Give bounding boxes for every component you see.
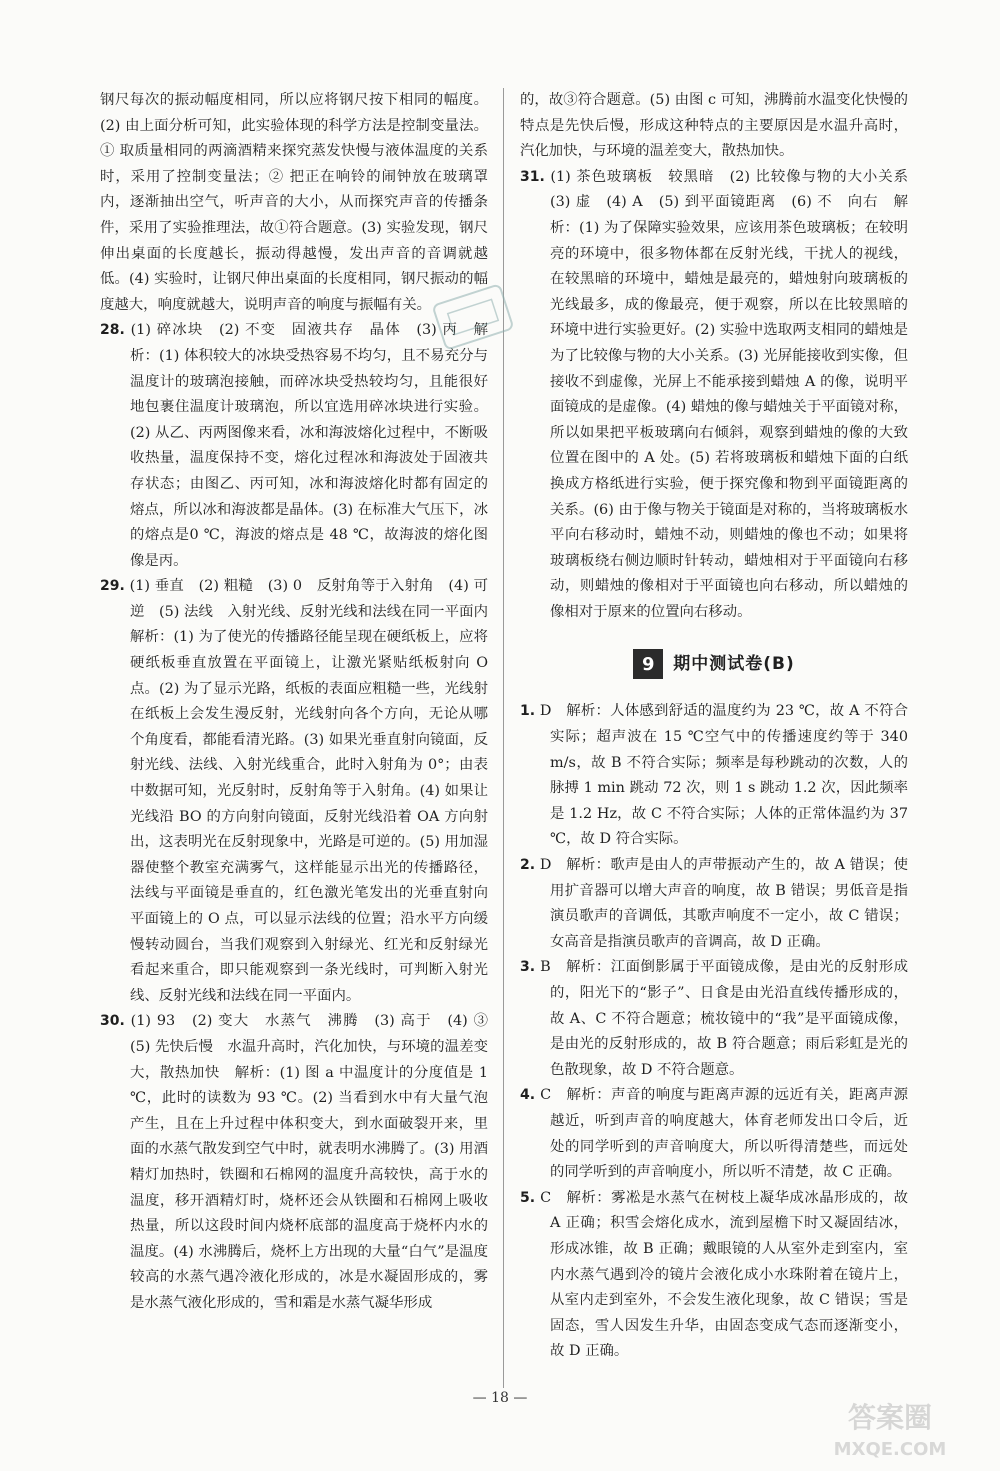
answer-item-1 [520,699,908,853]
answer-item-3 [520,955,908,1083]
continued-answer-27: 钢尺每次的振动幅度相同，所以应将钢尺按下相同的幅度。(2) 由上面分析可知，此实验体现的科学方法是控制变量法。① 取质量相同的两滴酒精来探究蒸发快慢与液体温度的关系时，采用了控制变量法；② 把正在响铃的闹钟放在玻璃罩内，逐渐抽出空气，听声音的大小，从而探究声音的传播条件，采用了实验推理法，故①符合题意。(3) 实验发现，钢尺伸出桌面的长度越长，振动得越慢，发出声音的音调就越低。(4) 实验时，让钢尺伸出桌面的长度相同，钢尺振动的幅度越大，响度就越大，说明声音的响度与振幅有关。 [100,92,488,313]
answer-item-31 [520,165,923,626]
logo-text: 答案圈 [847,1401,933,1434]
left-column [100,88,503,1317]
continued-answer-30: 的，故③符合题意。(5) 由图 c 可知，沸腾前水温变化快慢的特点是先快后慢，形成这种特点的主要原因是水温升高时，汽化加快，与环境的温差变大，散热加快。 [520,92,908,160]
section-header [520,647,908,681]
right-column [520,88,923,1365]
section-title: 期中测试卷(B) [673,653,795,674]
item-number: 4. [520,1087,536,1104]
item-text: (1) 茶色玻璃板 较黑暗 (2) 比较像与物的大小关系 (3) 虚 (4) A (5) 到平面镜距离 (6) 不 向右 解析：(1) 为了保障实验效果，应该用茶色玻璃板；在较明亮的环境中，很多物体都在反射光线，干扰人的视线，在较黑暗的环境中，蜡烛是最亮的，蜡烛射向玻璃板的光线最多，成的像最亮，便于观察，所以在比较黑暗的环境中进行实验更好。(2) 实验中选取两支相同的蜡烛是为了比较像与物的大小关系。(3) 光屏能接收到实像，但接收不到虚像，光屏上不能承接到蜡烛 A 的像，说明平面镜成的是虚像。(4) 蜡烛的像与蜡烛关于平面镜对称，所以如果把平板玻璃向右倾斜，观察到蜡烛的像的大致位置在图中的 A 处。(5) 若将玻璃板和蜡烛下面的白纸换成方格纸进行实验，便于探究像和物到平面镜距离的关系。(6) 由于像与物关于镜面是对称的，当将玻璃板水平向右移动时，蜡烛不动，则蜡烛的像也不动；如果将玻璃板绕右侧边顺时针转动，蜡烛相对于平面镜向右移动，则蜡烛的像相对于平面镜也向右移动，所以蜡烛的像相对于原来的位置向右移动。 [550,168,923,620]
item-number: 31. [520,168,545,185]
item-number: 29. [100,578,125,595]
site-logo-watermark [810,1393,970,1463]
item-number: 28. [100,322,125,339]
answer-item-29 [100,574,503,1009]
item-text: (1) 碎冰块 (2) 不变 固液共存 晶体 (3) 丙 解析：(1) 体积较大的冰块受热容易不均匀，且不易充分与温度计的玻璃泡接触，而碎冰块受热较均匀，且能很好地包裹住温度计玻璃泡，所以宜选用碎冰块进行实验。(2) 从乙、丙两图像来看，冰和海波熔化过程中，不断吸收热量，温度保持不变，熔化过程冰和海波处于固液共存状态；由图乙、丙可知，冰和海波熔化时都有固定的熔点，所以冰和海波都是晶体。(3) 在标准大气压下，冰的熔点是0 ℃，海波的熔点是 48 ℃，故海波的熔化图像是丙。 [130,322,488,569]
answer-item-4 [520,1083,908,1185]
item-number: 3. [520,959,536,976]
item-text: C 解析：雾凇是水蒸气在树枝上凝华成冰晶形成的，故 A 正确；积雪会熔化成水，流到屋檐下时又凝固结冰，形成冰锥，故 B 正确；戴眼镜的人从室外走到室内，室内水蒸气遇到冷的镜片会液化成小水珠附着在镜片上，从室内走到室外，不会发生液化现象，故 C 错误；雪是固态，雪人因发生升华，由固态变成气态而逐渐变小，故 D 正确。 [540,1189,909,1360]
answer-item-28 [100,318,488,574]
item-text: B 解析：江面倒影属于平面镜成像，是由光的反射形成的，阳光下的“影子”、日食是由光沿直线传播形成的，故 A、C 不符合题意；梳妆镜中的“我”是平面镜成像，是由光的反射形成的，故 B 符合题意；雨后彩虹是光的色散现象，故 D 不符合题意。 [540,959,909,1078]
item-number: 5. [520,1189,536,1206]
item-text: (1) 93 (2) 变大 水蒸气 沸腾 (3) 高于 (4) ③ (5) 先快后慢 水温升高时，汽化加快，与环境的温差变大，散热加快 解析：(1) 图 a 中温度计的分度值是 1 ℃，此时的读数为 93 ℃。(2) 当看到水中有大量气泡产生，且在上升过程中体积变大，到水面破裂开来，里面的水蒸气散发到空气中时，就表明水沸腾了。(3) 用酒精灯加热时，铁圈和石棉网的温度升高较快，高于水的温度，移开酒精灯时，烧杯还会从铁圈和石棉网上吸收热量，所以这段时间内烧杯底部的温度高于烧杯内水的温度。(4) 水沸腾后，烧杯上方出现的大量“白气”是温度较高的水蒸气遇冷液化形成的，冰是水凝固形成的，雾是水蒸气液化形成的，雪和霜是水蒸气凝华形成 [130,1013,503,1311]
item-number: 1. [520,703,536,720]
item-text: C 解析：声音的响度与距离声源的远近有关，距离声源越近，听到声音的响度越大，体育老师发出口令后，近处的同学听到的声音响度大，所以听得清楚些，而远处的同学听到的声音响度小，所以听不清楚，故 C 正确。 [540,1087,909,1181]
item-number: 2. [520,857,536,874]
item-number: 30. [100,1013,125,1030]
item-text: D 解析：歌声是由人的声带振动产生的，故 A 错误；使用扩音器可以增大声音的响度，故 B 错误；男低音是指演员歌声的音调低，其歌声响度不一定小，故 C 错误；女高音是指演员歌声的音调高，故 D 正确。 [539,857,908,950]
answer-item-30 [100,1009,503,1316]
item-text: (1) 垂直 (2) 粗糙 (3) 0 反射角等于入射角 (4) 可逆 (5) 法线 入射光线、反射光线和法线在同一平面内 解析：(1) 为了使光的传播路径能呈现在硬纸板上，应将硬纸板垂直放置在平面镜上，让激光紧贴纸板射向 O 点。(2) 为了显示光路，纸板的表面应粗糙一些，光线射在纸板上会发生漫反射，光线射向各个方向，无论从哪个角度看，都能看清光路。(3) 如果光垂直射向镜面，反射光线、法线、入射光线重合，此时入射角为 0°；由表中数据可知，光反射时，反射角等于入射角。(4) 如果让光线沿 BO 的方向射向镜面，反射光线沿着 OA 方向射出，这表明光在反射现象中，光路是可逆的。(5) 用加湿器使整个教室充满雾气，这样能显示出光的传播路径，法线与平面镜是垂直的，红色激光笔发出的光垂直射向平面镜上的 O 点，可以显示法线的位置；沿水平方向缓慢转动圆台，当我们观察到入射绿光、红光和反射绿光看起来重合，即只能观察到一条光线时，可判断入射光线、反射光线和法线在同一平面内。 [129,578,503,1004]
answer-item-2 [520,853,908,955]
logo-url: MXQE.COM [833,1439,947,1460]
page-number: — 18 — [472,1390,528,1406]
item-text: D 解析：人体感到舒适的温度约为 23 ℃，故 A 不符合实际；超声波在 15 ℃空气中的传播速度约等于 340 m/s，故 B 不符合实际；频率是每秒跳动的次数，人的脉搏 1 min 跳动 72 次，则 1 s 跳动 1.2 次，因此频率是 1.2 Hz，故 C 不符合实际；人体的正常体温约为 37 ℃，故 D 符合实际。 [539,703,909,848]
answer-item-5 [520,1186,908,1365]
section-number-badge: 9 [633,649,663,679]
stamp-watermark [428,282,518,352]
